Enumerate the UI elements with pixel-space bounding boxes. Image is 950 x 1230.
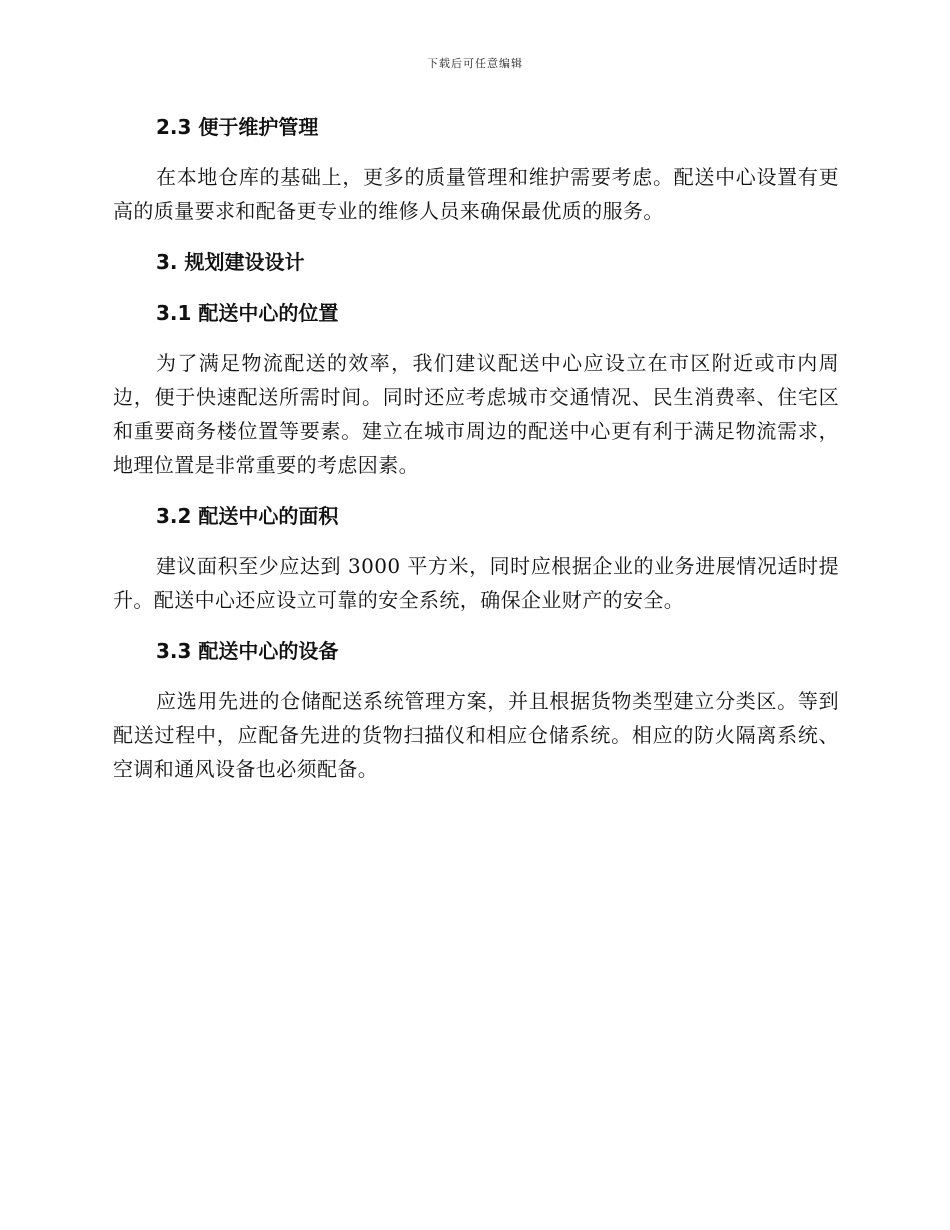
section-heading-3: 3. 规划建设设计 [156,250,305,274]
document-body [113,110,839,786]
section-heading-3-3: 3.3 配送中心的设备 [156,639,339,663]
section-paragraph-3-1: 为了满足物流配送的效率，我们建议配送中心应设立在市区附近或市内周边，便于快速配送所需时间。同时还应考虑城市交通情况、民生消费率、住宅区和重要商务楼位置等要素。建立在城市周边的配送中心更有利于满足物流需求，地理位置是非常重要的考虑因素。 [113,351,839,477]
section-heading-3-2: 3.2 配送中心的面积 [156,504,339,528]
page-header: 下载后可任意编辑 [427,57,523,70]
section-paragraph-3-2: 建议面积至少应达到 3000 平方米，同时应根据企业的业务进展情况适时提升。配送中心还应设立可靠的安全系统，确保企业财产的安全。 [113,554,839,612]
section-paragraph-2-3: 在本地仓库的基础上，更多的质量管理和维护需要考虑。配送中心设置有更高的质量要求和配备更专业的维修人员来确保最优质的服务。 [113,165,839,223]
section-paragraph-3-3: 应选用先进的仓储配送系统管理方案，并且根据货物类型建立分类区。等到配送过程中，应配备先进的货物扫描仪和相应仓储系统。相应的防火隔离系统、空调和通风设备也必须配备。 [113,689,839,781]
section-heading-2-3: 2.3 便于维护管理 [156,115,319,139]
section-heading-3-1: 3.1 配送中心的位置 [156,301,339,325]
